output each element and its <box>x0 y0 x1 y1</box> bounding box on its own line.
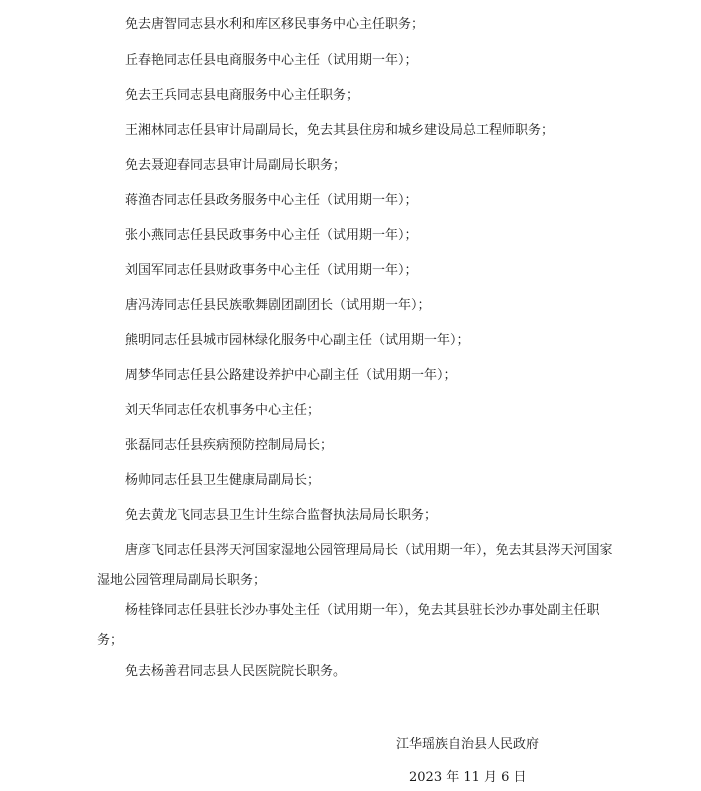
appointment-paragraph: 张磊同志任县疾病预防控制局局长； <box>125 438 334 453</box>
appointment-paragraph: 免去王兵同志县电商服务中心主任职务； <box>125 88 360 103</box>
appointment-paragraph: 刘天华同志任农机事务中心主任； <box>125 403 321 418</box>
appointment-paragraph: 免去唐智同志县水利和库区移民事务中心主任职务； <box>125 17 425 32</box>
appointment-paragraph: 蒋渔杏同志任县政务服务中心主任（试用期一年）； <box>125 193 418 208</box>
issue-date: 2023 年 11 月 6 日 <box>409 770 527 785</box>
appointment-paragraph: 周梦华同志任县公路建设养护中心副主任（试用期一年）； <box>125 368 457 383</box>
appointment-paragraph: 免去聂迎春同志县审计局副局长职务； <box>125 158 347 173</box>
appointment-paragraph: 免去杨善君同志县人民医院院长职务。 <box>125 664 347 679</box>
appointment-paragraph: 杨桂锋同志任县驻长沙办事处主任（试用期一年），免去其县驻长沙办事处副主任职务； <box>97 603 600 648</box>
appointment-paragraph: 张小燕同志任县民政事务中心主任（试用期一年）； <box>125 228 418 243</box>
issuing-organization: 江华瑶族自治县人民政府 <box>396 737 540 752</box>
appointment-paragraph: 丘春艳同志任县电商服务中心主任（试用期一年）； <box>125 53 418 68</box>
appointment-paragraph: 免去黄龙飞同志县卫生计生综合监督执法局局长职务； <box>125 508 438 523</box>
appointment-paragraph: 王湘林同志任县审计局副局长，免去其县住房和城乡建设局总工程师职务； <box>125 123 555 138</box>
appointment-paragraph: 熊明同志任县城市园林绿化服务中心副主任（试用期一年）； <box>125 333 470 348</box>
appointment-paragraph: 唐彦飞同志任县涔天河国家湿地公园管理局局长（试用期一年），免去其县涔天河国家湿地公园管理局副局长职务； <box>97 543 613 588</box>
appointment-paragraph: 唐冯涛同志任县民族歌舞剧团副团长（试用期一年）； <box>125 298 431 313</box>
appointment-paragraph: 刘国军同志任县财政事务中心主任（试用期一年）； <box>125 263 418 278</box>
appointment-paragraph: 杨帅同志任县卫生健康局副局长； <box>125 473 321 488</box>
